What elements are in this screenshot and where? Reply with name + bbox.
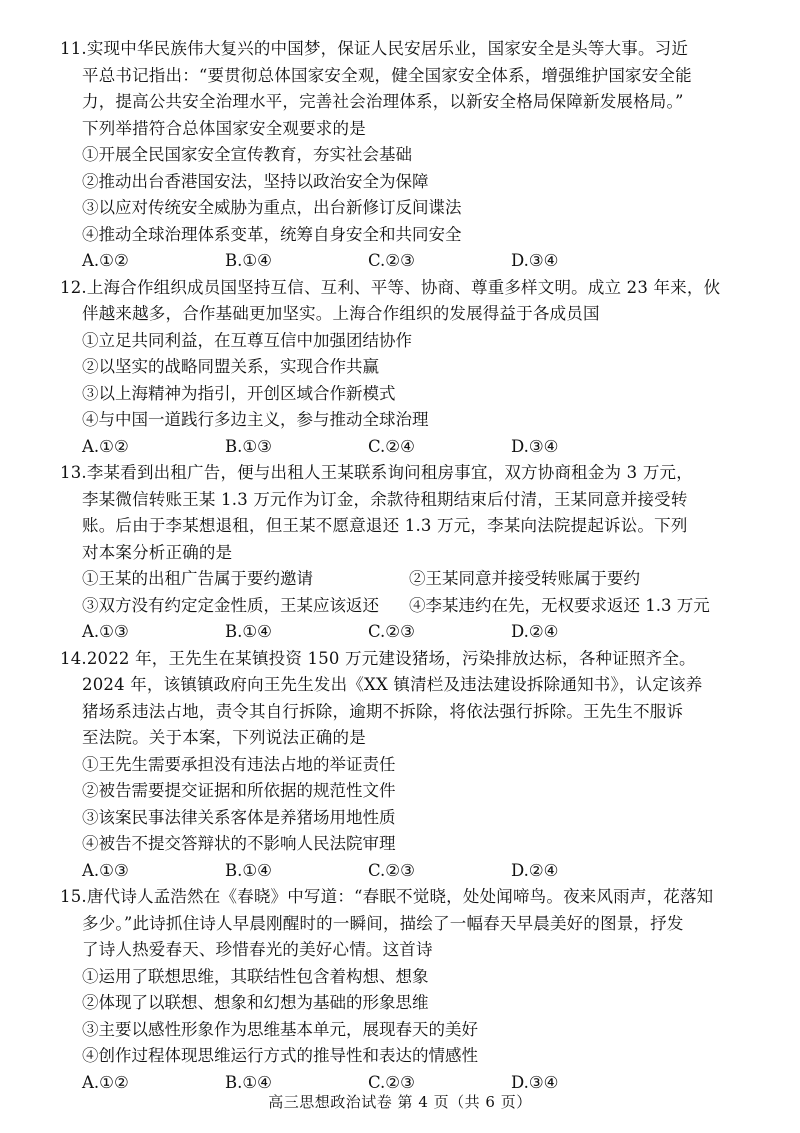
page-footer: 高三思想政治试卷 第 4 页（共 6 页）: [268, 1093, 532, 1111]
exam-page: [60, 36, 750, 1096]
choice-a: A.①③: [82, 860, 129, 880]
choice-d: D.②④: [511, 622, 559, 641]
statement-option: ①王某的出租广告属于要约邀请: [82, 569, 313, 588]
statement-option: ④李某违约在先，无权要求返还 1.3 万元: [409, 595, 710, 615]
question-stem-line: 平总书记指出：“要贯彻总体国家安全观，健全国家安全体系，增强维护国家安全能: [82, 65, 692, 85]
question-13: [60, 460, 750, 646]
statement-option: ②被告需要提交证据和所依据的规范性文件: [82, 781, 396, 800]
statement-option: ④推动全球治理体系变革，统筹自身安全和共同安全: [82, 224, 462, 244]
statement-option: ①运用了联想思维，其联结性包含着构想、想象: [82, 966, 429, 986]
choice-b: B.①③: [225, 436, 272, 456]
question-stem-line: 11.实现中华民族伟大复兴的中国梦，保证人民安居乐业，国家安全是头等大事。习近: [60, 39, 689, 58]
choice-d: D.③④: [511, 1072, 559, 1092]
choice-b: B.①④: [225, 251, 272, 270]
statement-option: ①立足共同利益，在互尊互信中加强团结协作: [82, 330, 412, 350]
choice-c: C.②③: [368, 1072, 415, 1092]
question-stem-line: 15.唐代诗人孟浩然在《春晓》中写道：“春眠不觉晓，处处闻啼鸟。夜来风雨声，花落知: [60, 887, 714, 906]
answer-choices: [60, 248, 750, 275]
statement-option-row: [60, 566, 750, 593]
question-stem-line: 了诗人热爱春天、珍惜春光的美好心情。这首诗: [82, 940, 433, 959]
question-stem-line: 账。后由于李某想退租，但王某不愿意退还 1.3 万元，李某向法院提起诉讼。下列: [82, 516, 688, 535]
choice-c: C.②③: [368, 251, 415, 270]
statement-option: ③以应对传统安全威胁为重点，出台新修订反间谍法: [82, 198, 462, 217]
choice-c: C.②③: [368, 860, 415, 880]
statement-option: ②王某同意并接受转账属于要约: [409, 569, 640, 588]
statement-option-row: [60, 593, 750, 620]
question-stem-line: 力，提高公共安全治理水平，完善社会治理体系，以新安全格局保障新发展格局。”: [82, 92, 684, 111]
answer-choices: [60, 858, 750, 885]
choice-c: C.②③: [368, 622, 415, 641]
question-stem-line: 12.上海合作组织成员国坚持互信、互利、平等、协商、尊重多样文明。成立 23 年来，伙: [60, 277, 721, 297]
statement-option: ③主要以感性形象作为思维基本单元，展现春天的美好: [82, 1019, 478, 1039]
question-stem-line: 下列举措符合总体国家安全观要求的是: [82, 118, 366, 138]
statement-option: ③双方没有约定定金性质，王某应该返还: [82, 595, 379, 615]
statement-option: ②体现了以联想、想象和幻想为基础的形象思维: [82, 993, 429, 1012]
choice-d: D.③④: [511, 251, 559, 270]
choice-c: C.②④: [368, 436, 415, 456]
question-stem-line: 至法院。关于本案，下列说法正确的是: [82, 728, 366, 747]
statement-option: ④创作过程体现思维运行方式的推导性和表达的情感性: [82, 1046, 478, 1065]
choice-a: A.①③: [82, 622, 129, 641]
choice-b: B.①④: [225, 622, 272, 641]
answer-choices: [60, 434, 750, 461]
question-stem-line: 对本案分析正确的是: [82, 542, 233, 562]
question-12: [60, 275, 750, 461]
statement-option: ②以坚实的战略同盟关系，实现合作共赢: [82, 357, 379, 376]
statement-option: ①王先生需要承担没有违法占地的举证责任: [82, 754, 396, 774]
question-11: [60, 36, 750, 275]
question-stem-line: 伴越来越多，合作基础更加坚实。上海合作组织的发展得益于各成员国: [82, 304, 600, 323]
choice-b: B.①④: [225, 860, 272, 880]
choice-a: A.①②: [82, 251, 129, 270]
statement-option: ①开展全民国家安全宣传教育，夯实社会基础: [82, 145, 412, 164]
choice-b: B.①④: [225, 1072, 272, 1092]
answer-choices: [60, 619, 750, 646]
statement-option: ④与中国一道践行多边主义，参与推动全球治理: [82, 410, 429, 429]
choice-d: D.②④: [511, 860, 559, 880]
choice-a: A.①②: [82, 1072, 129, 1092]
question-14: [60, 646, 750, 885]
statement-option: ③以上海精神为指引，开创区域合作新模式: [82, 383, 396, 403]
choice-d: D.③④: [511, 436, 559, 456]
question-stem-line: 14.2022 年，王先生在某镇投资 150 万元建设猪场，污染排放达标，各种证照齐全。: [60, 648, 696, 668]
question-stem-line: 李某微信转账王某 1.3 万元作为订金，余款待租期结束后付清，王某同意并接受转: [82, 489, 688, 509]
question-stem-line: 猪场系违法占地，责令其自行拆除，逾期不拆除，将依法强行拆除。王先生不服诉: [82, 701, 684, 721]
statement-option: ③该案民事法律关系客体是养猪场用地性质: [82, 807, 396, 827]
question-stem-line: 13.李某看到出租广告，便与出租人王某联系询问租房事宜，双方协商租金为 3 万元，: [60, 463, 693, 482]
statement-option: ②推动出台香港国安法，坚持以政治安全为保障: [82, 171, 429, 191]
question-stem-line: 2024 年，该镇镇政府向王先生发出《XX 镇清栏及违法建设拆除通知书》，认定该养: [82, 675, 703, 694]
statement-option: ④被告不提交答辩状的不影响人民法院审理: [82, 834, 396, 853]
question-15: [60, 884, 750, 1096]
choice-a: A.①②: [82, 436, 129, 456]
question-stem-line: 多少。”此诗抓住诗人早晨刚醒时的一瞬间，描绘了一幅春天早晨美好的图景，抒发: [82, 913, 684, 933]
